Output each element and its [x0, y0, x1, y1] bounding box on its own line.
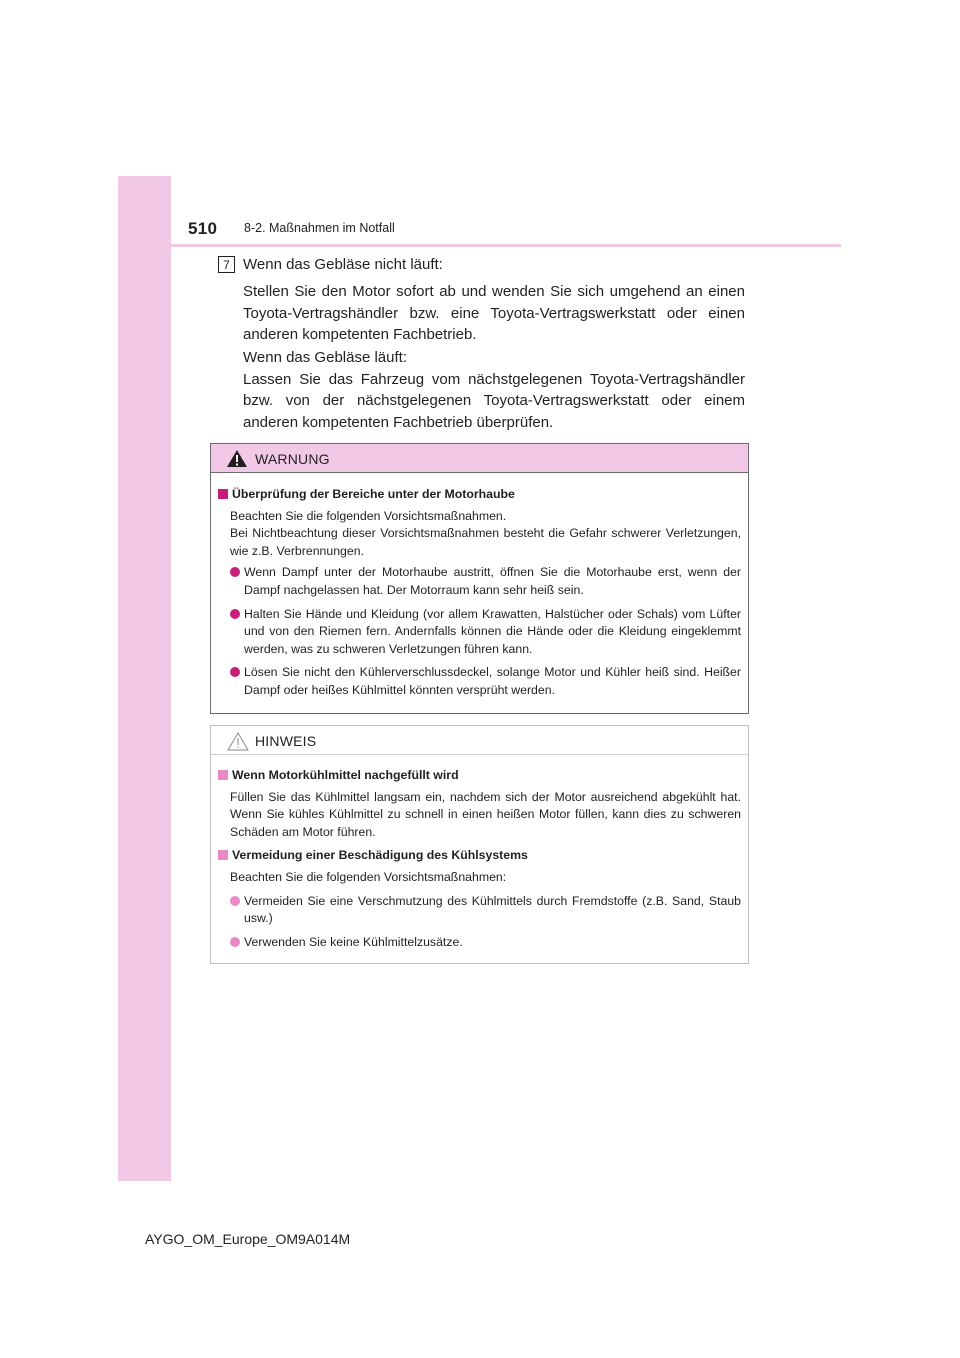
warning-header: [211, 444, 748, 473]
square-bullet-icon: [218, 770, 228, 780]
note-section-text: Füllen Sie das Kühlmittel langsam ein, nachdem sich der Motor ausreichend abgekühlt hat. Wenn Sie kühles Kühlmittel zu schnell in einen heißen Motor füllen, kann dies zu schweren Schäden am Motor führen.: [230, 789, 741, 839]
step-instruction-not-running: Stellen Sie den Motor sofort ab und wenden Sie sich umgehend an einen Toyota-Vertragshändler bzw. eine Toyota-Vertragswerkstatt oder einen anderen kompetenten Fachbetrieb.: [243, 283, 745, 344]
note-bullet: Vermeiden Sie eine Verschmutzung des Kühlmittels durch Fremdstoffe (z.B. Sand, Staub usw.): [230, 893, 741, 928]
note-section-text: Beachten Sie die folgenden Vorsichtsmaßnahmen:: [230, 869, 507, 884]
note-title: HINWEIS: [255, 733, 317, 749]
warning-box: [210, 443, 749, 714]
warning-bullet: Lösen Sie nicht den Kühlerverschlussdeckel, solange Motor und Kühler heiß sind. Heißer Dampf oder heißes Kühlmittel könnten versprüht werden.: [230, 664, 741, 699]
note-section-heading: Vermeidung einer Beschädigung des Kühlsystems: [218, 847, 741, 865]
round-bullet-icon: [230, 937, 240, 947]
square-bullet-icon: [218, 850, 228, 860]
round-bullet-icon: [230, 896, 240, 906]
note-bullet: Verwenden Sie keine Kühlmittelzusätze.: [230, 934, 741, 952]
warning-intro: Beachten Sie die folgenden Vorsichtsmaßnahmen. Bei Nichtbeachtung dieser Vorsichtsmaßnahmen besteht die Gefahr schwerer Verletzungen, wie z.B. Verbrennungen.: [230, 508, 741, 558]
header-divider: [171, 244, 841, 247]
round-bullet-icon: [230, 667, 240, 677]
note-box: [210, 725, 749, 964]
footer-document-id: AYGO_OM_Europe_OM9A014M: [145, 1231, 351, 1247]
square-bullet-icon: [218, 489, 228, 499]
section-title: 8-2. Maßnahmen im Notfall: [244, 221, 395, 235]
note-body: [218, 767, 741, 957]
round-bullet-icon: [230, 609, 240, 619]
round-bullet-icon: [230, 567, 240, 577]
warning-section-heading: Überprüfung der Bereiche unter der Motorhaube: [218, 486, 741, 504]
chapter-tab-sidebar: [118, 176, 171, 1181]
note-section-heading: Wenn Motorkühlmittel nachgefüllt wird: [218, 767, 741, 785]
warning-bullet: Halten Sie Hände und Kleidung (vor allem Krawatten, Halstücher oder Schals) vom Lüfter und von den Riemen fern. Andernfalls können die Hände oder die Kleidung eingeklemmt werden, was zu schweren Verletzungen führen kann.: [230, 606, 741, 659]
warning-triangle-outline-icon: [227, 732, 249, 751]
step-instruction-running: Wenn das Gebläse läuft: Lassen Sie das Fahrzeug vom nächstgelegenen Toyota-Vertragshändler bzw. von der nächstgelegenen Toyota-Vertragswerkstatt oder einem anderen kompetenten Fachbetrieb überprüfen.: [243, 349, 745, 432]
step-condition-not-running: Wenn das Gebläse nicht läuft:: [243, 256, 443, 273]
page-number: 510: [188, 219, 218, 238]
note-header: [211, 726, 748, 755]
warning-body: [218, 486, 741, 706]
warning-title: WARNUNG: [255, 451, 330, 467]
warning-triangle-filled-icon: [227, 450, 247, 467]
warning-bullet: Wenn Dampf unter der Motorhaube austritt, öffnen Sie die Motorhaube erst, wenn der Dampf nachgelassen hat. Der Motorraum kann sehr heiß sein.: [230, 564, 741, 599]
step-number: 7: [218, 256, 235, 273]
